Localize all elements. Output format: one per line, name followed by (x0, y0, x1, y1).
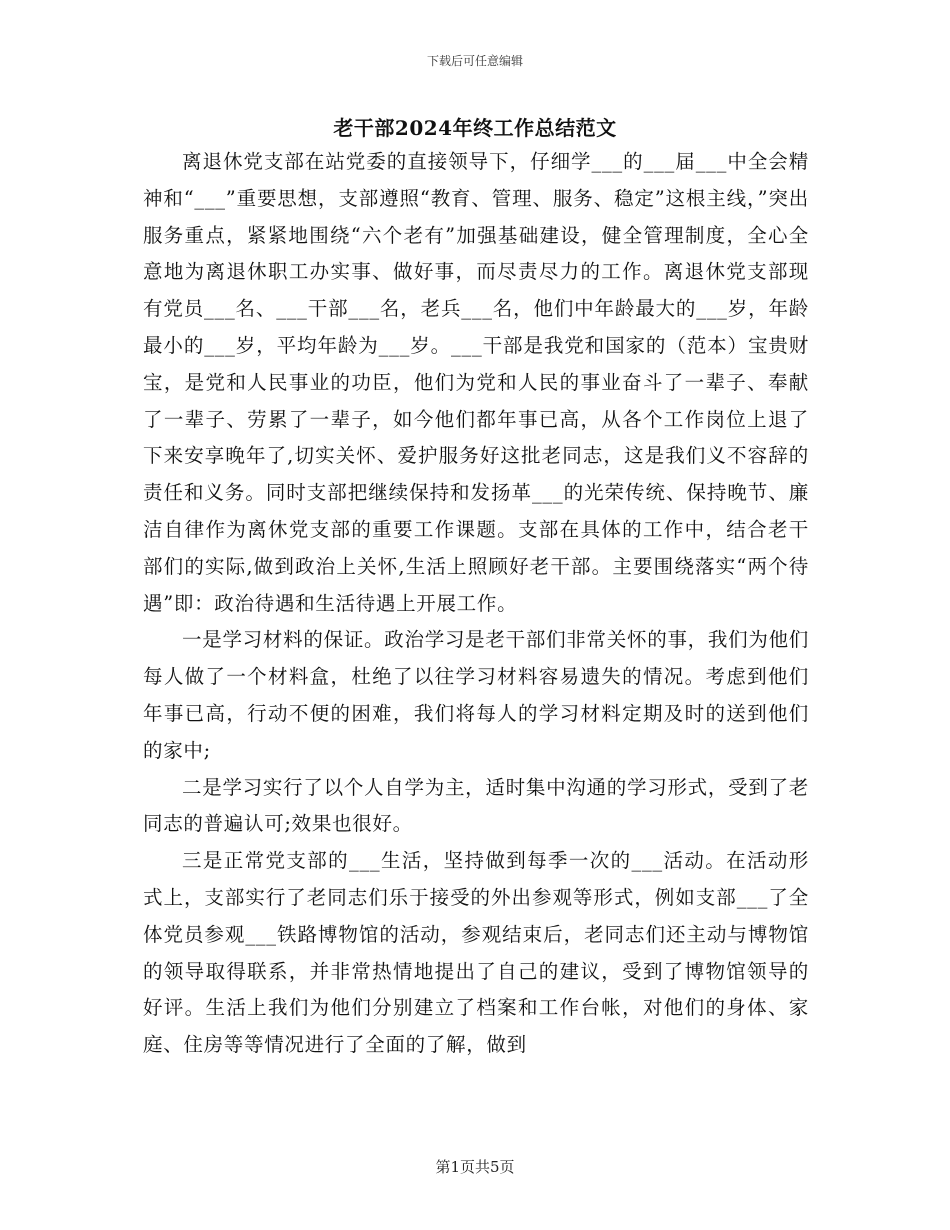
body-paragraph: 三是正常党支部的___生活，坚持做到每季一次的___活动。在活动形式上，支部实行了老同志们乐于接受的外出参观等形式，例如支部___了全体党员参观___铁路博物馆的活动，参观结束后，老同志们还主动与博物馆的领导取得联系，并非常热情地提出了自己的建议，受到了博物馆领导的好评。生活上我们为他们分别建立了档案和工作台帐，对他们的身体、家庭、住房等等情况进行了全面的了解，做到 (143, 849, 809, 1057)
body-paragraph: 一是学习材料的保证。政治学习是老干部们非常关怀的事，我们为他们每人做了一个材料盒，杜绝了以往学习材料容易遗失的情况。考虑到他们年事已高，行动不便的困难，我们将每人的学习材料定期及时的送到他们的家中; (143, 628, 809, 762)
page-number: 第1页共5页 (435, 1158, 515, 1176)
body-paragraph: 二是学习实行了以个人自学为主，适时集中沟通的学习形式，受到了老同志的普遍认可;效果也很好。 (143, 775, 809, 836)
document-body (143, 144, 809, 1064)
page-header-note: 下载后可任意编辑 (426, 54, 523, 68)
body-paragraph: 离退休党支部在站党委的直接领导下，仔细学___的___届___中全会精神和“___”重要思想，支部遵照“教育、管理、服务、稳定”这根主线，”突出服务重点，紧紧地围绕“六个老有”加强基础建设，健全管理制度，全心全意地为离退休职工办实事、做好事，而尽责尽力的工作。离退休党支部现有党员___名、___干部___名，老兵___名，他们中年龄最大的___岁，年龄最小的___岁，平均年龄为___岁。___干部是我党和国家的（范本）宝贵财宝，是党和人民事业的功臣，他们为党和人民的事业奋斗了一辈子、奉献了一辈子、劳累了一辈子，如今他们都年事已高，从各个工作岗位上退了下来安享晚年了,切实关怀、爱护服务好这批老同志，这是我们义不容辞的责任和义务。同时支部把继续保持和发扬革___的光荣传统、保持晚节、廉洁自律作为离休党支部的重要工作课题。支部在具体的工作中，结合老干部们的实际,做到政治上关怀,生活上照顾好老干部。主要围绕落实“两个待遇”即：政治待遇和生活待遇上开展工作。 (143, 150, 809, 615)
document-title: 老干部2024年终工作总结范文 (333, 116, 617, 140)
